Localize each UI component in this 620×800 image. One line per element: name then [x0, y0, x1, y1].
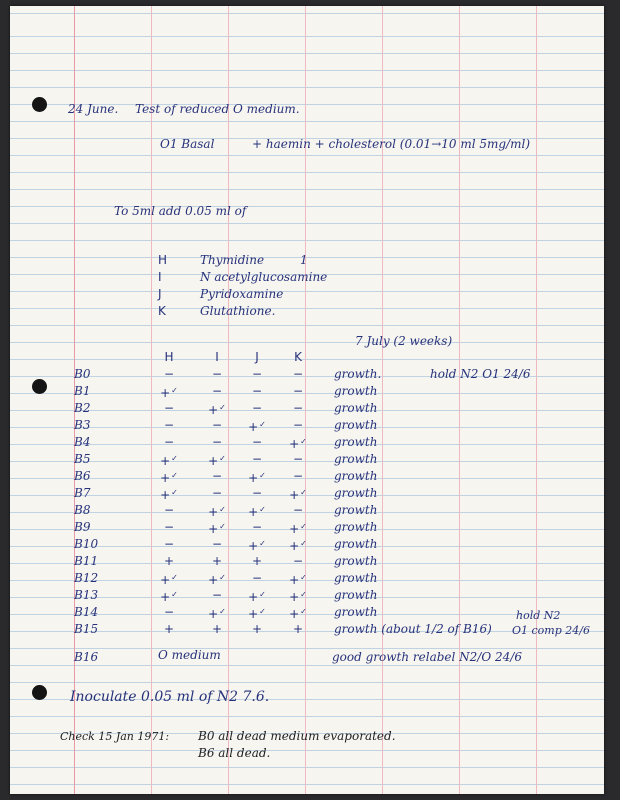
row-cell: −	[163, 503, 175, 517]
row-cell: −	[163, 537, 175, 551]
row-cell: +	[251, 622, 263, 636]
tick-mark: ✓	[259, 471, 266, 480]
row-id: B8	[74, 503, 91, 517]
tick-mark: ✓	[259, 539, 266, 548]
row-cell: +✓	[248, 471, 266, 485]
row-result: growth	[334, 486, 378, 500]
row-cell: −	[211, 367, 223, 381]
row-cell: −	[251, 452, 263, 466]
row-result: growth	[334, 469, 378, 483]
row-id: B1	[74, 384, 91, 398]
row-cell: −	[211, 469, 223, 483]
row-cell: −	[163, 367, 175, 381]
row-result: growth (about 1/2 of B16)	[334, 622, 492, 636]
row-cell: −	[163, 418, 175, 432]
row-id: B7	[74, 486, 91, 500]
tick-mark: ✓	[171, 590, 178, 599]
basal-label: O1 Basal	[160, 137, 215, 151]
row-cell: −	[163, 435, 175, 449]
entry-title: Test of reduced O medium.	[135, 102, 300, 116]
row-cell: −	[292, 452, 304, 466]
row-cell: −	[211, 537, 223, 551]
row-cell: −	[292, 503, 304, 517]
tick-mark: ✓	[300, 488, 307, 497]
check-line-1: B0 all dead medium evaporated.	[198, 729, 396, 743]
row-cell: +✓	[289, 539, 307, 553]
column-header: J	[255, 350, 259, 364]
row-cell: +✓	[208, 403, 226, 417]
row-cell: −	[163, 401, 175, 415]
tick-mark: ✓	[259, 607, 266, 616]
tick-mark: ✓	[300, 437, 307, 446]
row-cell: −	[251, 435, 263, 449]
tick-mark: ✓	[219, 505, 226, 514]
row-cell: +	[292, 622, 304, 636]
row-cell: −	[251, 486, 263, 500]
check-line-2: B6 all dead.	[198, 746, 271, 760]
column-header: H	[164, 350, 174, 364]
row-result: growth	[334, 401, 378, 415]
entry-date: 24 June.	[68, 102, 119, 116]
row-cell: −	[292, 418, 304, 432]
row-cell: +✓	[248, 590, 266, 604]
row-cell: +	[251, 554, 263, 568]
instruction: To 5ml add 0.05 ml of	[114, 204, 247, 218]
b16-result: good growth relabel N2/O 24/6	[332, 650, 522, 664]
row-id: B12	[74, 571, 99, 585]
row-cell: −	[251, 401, 263, 415]
row-cell: −	[292, 401, 304, 415]
tick-mark: ✓	[300, 539, 307, 548]
row-result: growth	[334, 588, 378, 602]
tick-mark: ✓	[171, 454, 178, 463]
row-cell: +✓	[289, 573, 307, 587]
row-cell: −	[292, 367, 304, 381]
binder-hole	[32, 685, 47, 700]
row-cell: −	[251, 571, 263, 585]
tick-mark: ✓	[219, 403, 226, 412]
row-cell: +✓	[289, 522, 307, 536]
additive-key: H	[158, 253, 168, 267]
tick-mark: ✓	[300, 522, 307, 531]
row-cell: −	[292, 554, 304, 568]
row-id: B2	[74, 401, 91, 415]
row-id: B16	[74, 650, 99, 664]
row-id: B9	[74, 520, 91, 534]
row-cell: +✓	[289, 607, 307, 621]
basal-formula: + haemin + cholesterol (0.01→10 ml 5mg/ml)	[252, 137, 530, 151]
additive-name: Thymidine	[200, 253, 265, 267]
result-header: 7 July (2 weeks)	[355, 334, 453, 348]
row-cell: −	[251, 384, 263, 398]
additive-key: I	[158, 270, 162, 284]
row-cell: +✓	[160, 590, 178, 604]
row-result: growth	[334, 554, 378, 568]
row-id: B0	[74, 367, 91, 381]
notebook-page	[10, 6, 604, 794]
row-cell: −	[211, 435, 223, 449]
row-cell: −	[292, 384, 304, 398]
row-cell: +✓	[160, 454, 178, 468]
row-cell: −	[211, 384, 223, 398]
row-cell: +✓	[289, 437, 307, 451]
row-cell: +	[163, 554, 175, 568]
check-prefix: Check 15 Jan 1971:	[60, 730, 170, 743]
row-cell: +	[163, 622, 175, 636]
tick-mark: ✓	[259, 420, 266, 429]
additive-key: K	[158, 304, 166, 318]
additive-key: J	[158, 287, 162, 301]
row-id: B13	[74, 588, 99, 602]
row-result: growth	[334, 503, 378, 517]
additive-name: Glutathione.	[200, 304, 276, 318]
tick-mark: ✓	[259, 590, 266, 599]
row-cell: −	[211, 486, 223, 500]
row-cell: −	[163, 605, 175, 619]
row-id: B15	[74, 622, 99, 636]
row-id: B14	[74, 605, 99, 619]
row-result: growth	[334, 418, 378, 432]
row-cell: +✓	[160, 488, 178, 502]
row-cell: +✓	[289, 488, 307, 502]
b15-hold-note: hold N2	[516, 609, 561, 622]
row-cell: +✓	[248, 420, 266, 434]
binder-hole	[32, 97, 47, 112]
row-id: B5	[74, 452, 91, 466]
row-cell: −	[211, 588, 223, 602]
tick-mark: ✓	[300, 590, 307, 599]
row-cell: +✓	[208, 607, 226, 621]
b16-label: O medium	[158, 648, 221, 662]
tick-mark: ✓	[300, 573, 307, 582]
row-result: growth	[334, 520, 378, 534]
row-result: growth	[334, 571, 378, 585]
row-cell: +✓	[208, 522, 226, 536]
row-cell: +✓	[248, 505, 266, 519]
row-cell: +✓	[248, 539, 266, 553]
row-cell: −	[163, 520, 175, 534]
column-header: K	[294, 350, 302, 364]
row-result: growth	[334, 537, 378, 551]
row-result: growth	[334, 605, 378, 619]
row-note: hold N2 O1 24/6	[430, 367, 531, 381]
row-cell: +✓	[208, 505, 226, 519]
tick-mark: ✓	[171, 573, 178, 582]
tick-mark: ✓	[171, 488, 178, 497]
row-cell: −	[251, 520, 263, 534]
row-cell: +✓	[248, 607, 266, 621]
tick-mark: ✓	[219, 522, 226, 531]
row-id: B10	[74, 537, 99, 551]
b15-comp-note: O1 comp 24/6	[512, 624, 590, 637]
row-id: B11	[74, 554, 99, 568]
row-cell: +✓	[160, 386, 178, 400]
tick-mark: ✓	[171, 386, 178, 395]
row-result: growth.	[334, 367, 382, 381]
tick-mark: ✓	[259, 505, 266, 514]
row-cell: −	[251, 367, 263, 381]
binder-hole	[32, 379, 47, 394]
row-cell: −	[211, 418, 223, 432]
row-cell: +✓	[208, 454, 226, 468]
inoculate-line: Inoculate 0.05 ml of N2 7.6.	[70, 689, 270, 705]
row-cell: +✓	[160, 573, 178, 587]
row-cell: +✓	[160, 471, 178, 485]
row-cell: +	[211, 622, 223, 636]
tick-mark: ✓	[219, 573, 226, 582]
additive-name: N acetylglucosamine	[200, 270, 328, 284]
tick-mark: ✓	[171, 471, 178, 480]
tick-mark: ✓	[300, 607, 307, 616]
row-result: growth	[334, 452, 378, 466]
tick-mark: ✓	[219, 454, 226, 463]
row-result: growth	[334, 435, 378, 449]
row-id: B6	[74, 469, 91, 483]
additive-name: Pyridoxamine	[200, 287, 284, 301]
row-cell: +✓	[208, 573, 226, 587]
row-cell: −	[292, 469, 304, 483]
tick-mark: ✓	[219, 607, 226, 616]
row-result: growth	[334, 384, 378, 398]
column-header: I	[215, 350, 219, 364]
row-cell: +	[211, 554, 223, 568]
row-id: B4	[74, 435, 91, 449]
row-id: B3	[74, 418, 91, 432]
additive-note: 1	[300, 253, 308, 267]
row-cell: +✓	[289, 590, 307, 604]
